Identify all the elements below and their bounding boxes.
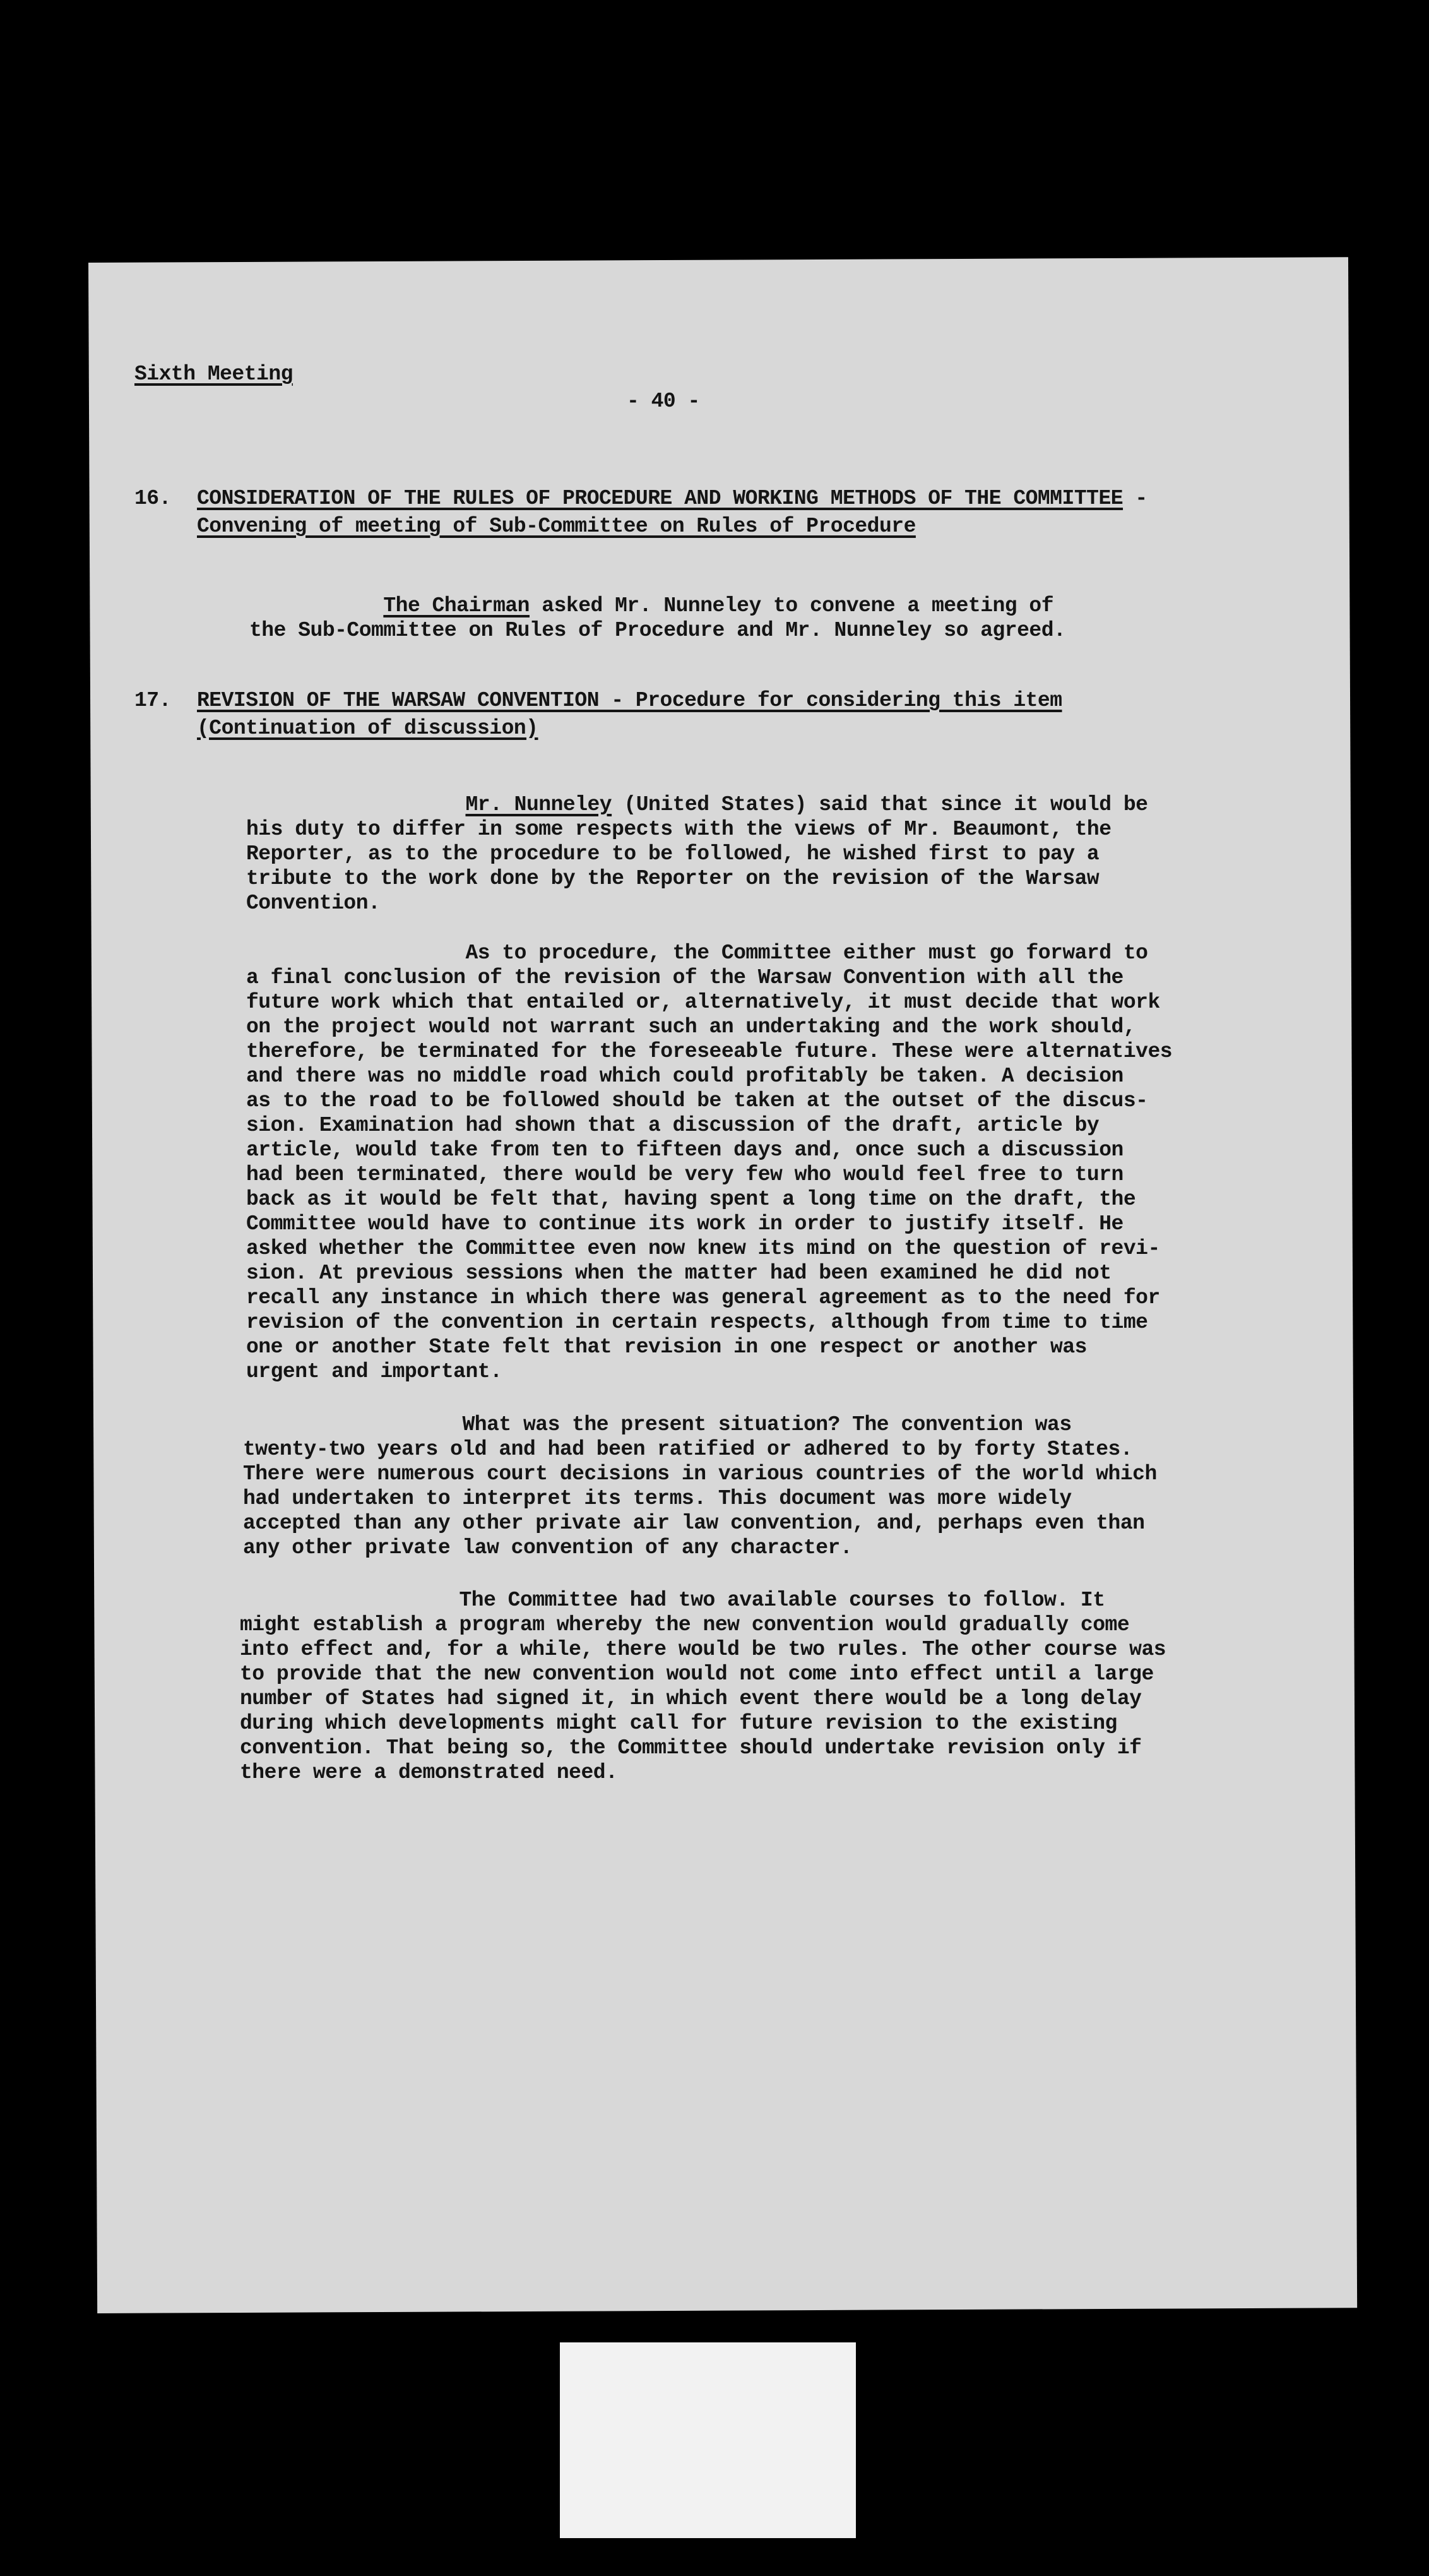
- meeting-label-text: Sixth Meeting: [134, 362, 293, 386]
- text-line: had undertaken to interpret its terms. This document was more widely: [243, 1487, 1072, 1510]
- text-line: Reporter, as to the procedure to be followed, he wished first to pay a: [246, 842, 1100, 866]
- text-line: therefore, be terminated for the foreseeable future. These were alternatives: [246, 1040, 1173, 1063]
- page-number: - 40 -: [627, 390, 700, 413]
- text-line: [197, 716, 1062, 744]
- meeting-label: [134, 362, 293, 386]
- text-line: the Sub-Committee on Rules of Procedure and Mr. Nunneley so agreed.: [249, 619, 1066, 642]
- item-17-number: 17.: [134, 689, 171, 712]
- text-line: [197, 486, 1147, 514]
- text-line: had been terminated, there would be very few who would feel free to turn: [246, 1163, 1124, 1186]
- text-line: There were numerous court decisions in various countries of the world which: [243, 1462, 1157, 1486]
- item-17-paragraph-2: [246, 941, 1172, 1384]
- text-line: Committee would have to continue its work in order to justify itself. He: [246, 1212, 1124, 1236]
- underlined-text: CONSIDERATION OF THE RULES OF PROCEDURE AND WORKING METHODS OF THE COMMITTEE: [197, 487, 1124, 510]
- text-line: article, would take from ten to fifteen days and, once such a discussion: [246, 1138, 1124, 1162]
- text-line: [246, 792, 1147, 817]
- text-line: his duty to differ in some respects with the views of Mr. Beaumont, the: [246, 818, 1112, 841]
- text-line: during which developments might call for future revision to the existing: [240, 1712, 1117, 1735]
- text-line: recall any instance in which there was general agreement as to the need for: [246, 1286, 1160, 1309]
- text-line: urgent and important.: [246, 1360, 502, 1383]
- text-line: [197, 514, 1147, 542]
- text-line: asked whether the Committee even now knew its mind on the question of revi-: [246, 1237, 1160, 1260]
- underlined-text: REVISION OF THE WARSAW CONVENTION - Procedure for considering this item: [197, 689, 1062, 712]
- item-16-paragraph: [249, 593, 1065, 643]
- text-line: sion. At previous sessions when the matter had been examined he did not: [246, 1261, 1112, 1285]
- text-line: future work which that entailed or, alternatively, it must decide that work: [246, 991, 1160, 1014]
- text-segment: [249, 594, 383, 617]
- text-line: accepted than any other private air law convention, and, perhaps even than: [243, 1512, 1145, 1535]
- text-line: sion. Examination had shown that a discussion of the draft, article by: [246, 1114, 1100, 1137]
- text-line: As to procedure, the Committee either must go forward to: [246, 941, 1148, 965]
- underlined-text: Convening of meeting of Sub-Committee on Rules of Procedure: [197, 515, 916, 538]
- text-line: Convention.: [246, 891, 381, 915]
- text-line: as to the road to be followed should be taken at the outset of the discus-: [246, 1089, 1148, 1112]
- text-line: to provide that the new convention would not come into effect until a large: [240, 1662, 1154, 1686]
- text-line: a final conclusion of the revision of the Warsaw Convention with all the: [246, 966, 1124, 989]
- item-17-paragraph-3: [243, 1412, 1157, 1560]
- item-17-heading: [197, 688, 1062, 744]
- text-segment: asked Mr. Nunneley to convene a meeting of: [529, 594, 1054, 617]
- blank-slip: [560, 2342, 856, 2538]
- text-segment: (United States) said that since it would be: [612, 793, 1148, 816]
- text-segment: -: [1123, 487, 1147, 510]
- text-line: back as it would be felt that, having spent a long time on the draft, the: [246, 1188, 1136, 1211]
- underlined-text: The Chairman: [383, 594, 530, 617]
- text-line: number of States had signed it, in which event there would be a long delay: [240, 1687, 1142, 1710]
- text-segment: [246, 793, 465, 816]
- text-line: What was the present situation? The convention was: [243, 1413, 1072, 1436]
- text-line: on the project would not warrant such an undertaking and the work should,: [246, 1015, 1136, 1039]
- underlined-text: Mr. Nunneley: [465, 793, 612, 816]
- text-line: twenty-two years old and had been ratified or adhered to by forty States.: [243, 1438, 1133, 1461]
- text-line: might establish a program whereby the new convention would gradually come: [240, 1613, 1130, 1637]
- item-16-heading: [197, 486, 1147, 542]
- underlined-text: (Continuation of discussion): [197, 717, 538, 740]
- text-line: revision of the convention in certain respects, although from time to time: [246, 1311, 1148, 1334]
- text-line: any other private law convention of any character.: [243, 1536, 853, 1559]
- text-line: The Committee had two available courses to follow. It: [240, 1589, 1105, 1612]
- text-line: and there was no middle road which could profitably be taken. A decision: [246, 1064, 1124, 1088]
- item-17-paragraph-1: [246, 792, 1147, 915]
- text-line: one or another State felt that revision in one respect or another was: [246, 1335, 1087, 1359]
- item-17-paragraph-4: [240, 1588, 1166, 1785]
- text-line: there were a demonstrated need.: [240, 1761, 618, 1784]
- item-16-number: 16.: [134, 487, 171, 510]
- text-line: [249, 593, 1065, 618]
- text-line: convention. That being so, the Committee should undertake revision only if: [240, 1736, 1142, 1760]
- text-line: tribute to the work done by the Reporter on the revision of the Warsaw: [246, 867, 1100, 890]
- text-line: into effect and, for a while, there would be two rules. The other course was: [240, 1638, 1166, 1661]
- text-line: [197, 688, 1062, 716]
